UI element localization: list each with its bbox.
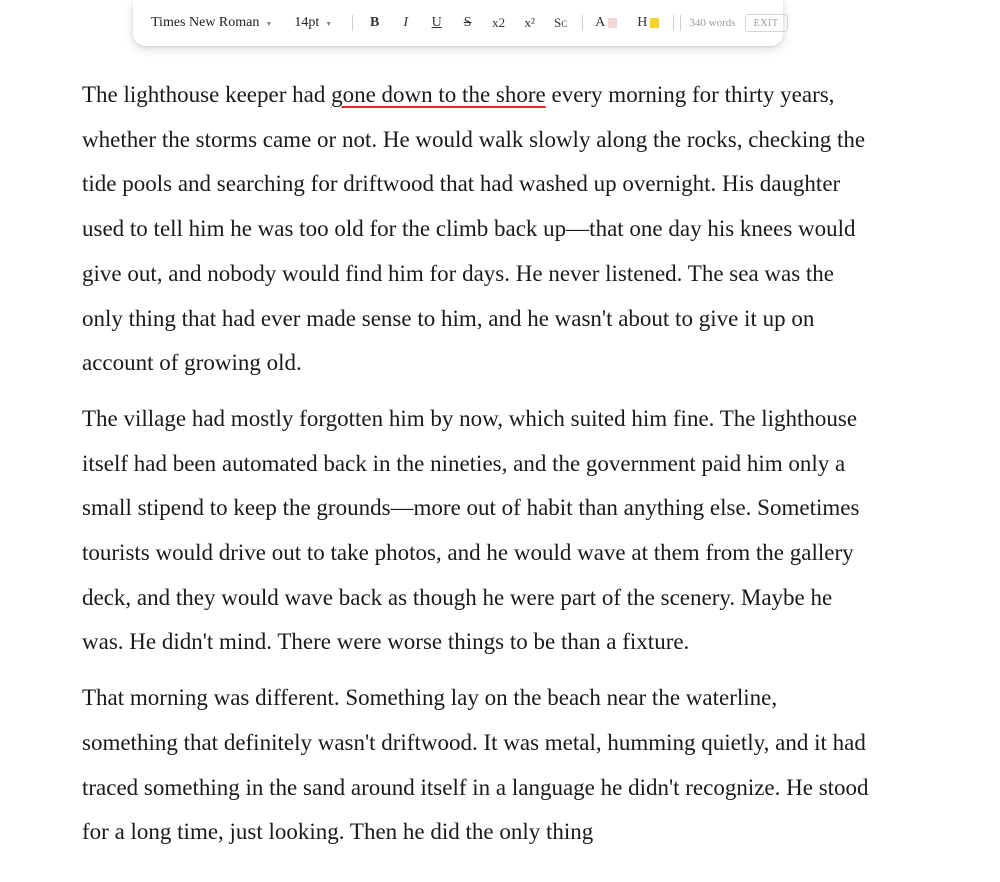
text-color-label: A [595, 15, 606, 30]
toolbar-divider [582, 15, 583, 31]
paragraph [82, 73, 872, 386]
toolbar-divider [352, 15, 353, 31]
strikethrough-button[interactable]: S [463, 15, 472, 30]
font-size-select[interactable] [294, 15, 332, 31]
formatting-toolbar [133, 0, 783, 46]
chevron-down-icon: ▼ [265, 20, 273, 28]
word-count: 340 words [689, 17, 736, 29]
chevron-down-icon: ▼ [325, 20, 333, 28]
spellcheck-flagged-phrase[interactable]: gone down to the shore [331, 82, 546, 107]
bold-button[interactable]: B [369, 15, 380, 30]
small-caps-button[interactable]: Sc [554, 15, 568, 30]
paragraph-text: every morning for thirty years, whether the storms came or not. He would walk slowly along the rocks, checking the tide pools and searching for driftwood that had washed up overnight. His daughter used to tell him he was too old for the climb back up—that one day his knees would give out, and nobody would find him for days. He never listened. The sea was the only thing that had ever made sense to him, and he wasn't about to give it up on account of growing old. [82, 82, 866, 376]
highlight-color-swatch [650, 18, 659, 28]
toolbar-divider [680, 15, 681, 31]
font-size-value: 14pt [294, 15, 320, 30]
font-family-select[interactable] [151, 15, 272, 31]
document-editor[interactable] [82, 73, 872, 866]
highlight-label: H [637, 15, 648, 30]
font-family-value: Times New Roman [151, 15, 260, 30]
text-color-button[interactable] [589, 9, 623, 37]
paragraph: That morning was different. Something lay on the beach near the waterline, something that definitely wasn't driftwood. It was metal, humming quietly, and it had traced something in the sand around itself in a language he didn't recognize. He stood for a long time, just looking. Then he did the only thing [82, 685, 869, 845]
text-color-swatch [608, 18, 617, 28]
paragraph: The village had mostly forgotten him by now, which suited him fine. The lighthouse itself had been automated back in the nineties, and the government paid him only a small stipend to keep the grounds—more out of habit than anything else. Sometimes tourists would drive out to take photos, and he would wave at them from the gallery deck, and they would wave back as though he were part of the scenery. Maybe he was. He didn't mind. There were worse things to be than a fixture. [82, 405, 860, 655]
exit-button[interactable]: EXIT [745, 14, 788, 32]
paragraph-text: The lighthouse keeper had [82, 82, 332, 107]
highlight-button[interactable] [631, 9, 665, 37]
subscript-button[interactable]: x2 [492, 15, 506, 30]
toolbar-divider [673, 15, 674, 31]
italic-button[interactable]: I [403, 15, 408, 30]
superscript-button[interactable]: x² [524, 15, 535, 30]
underline-button[interactable]: U [431, 15, 442, 30]
